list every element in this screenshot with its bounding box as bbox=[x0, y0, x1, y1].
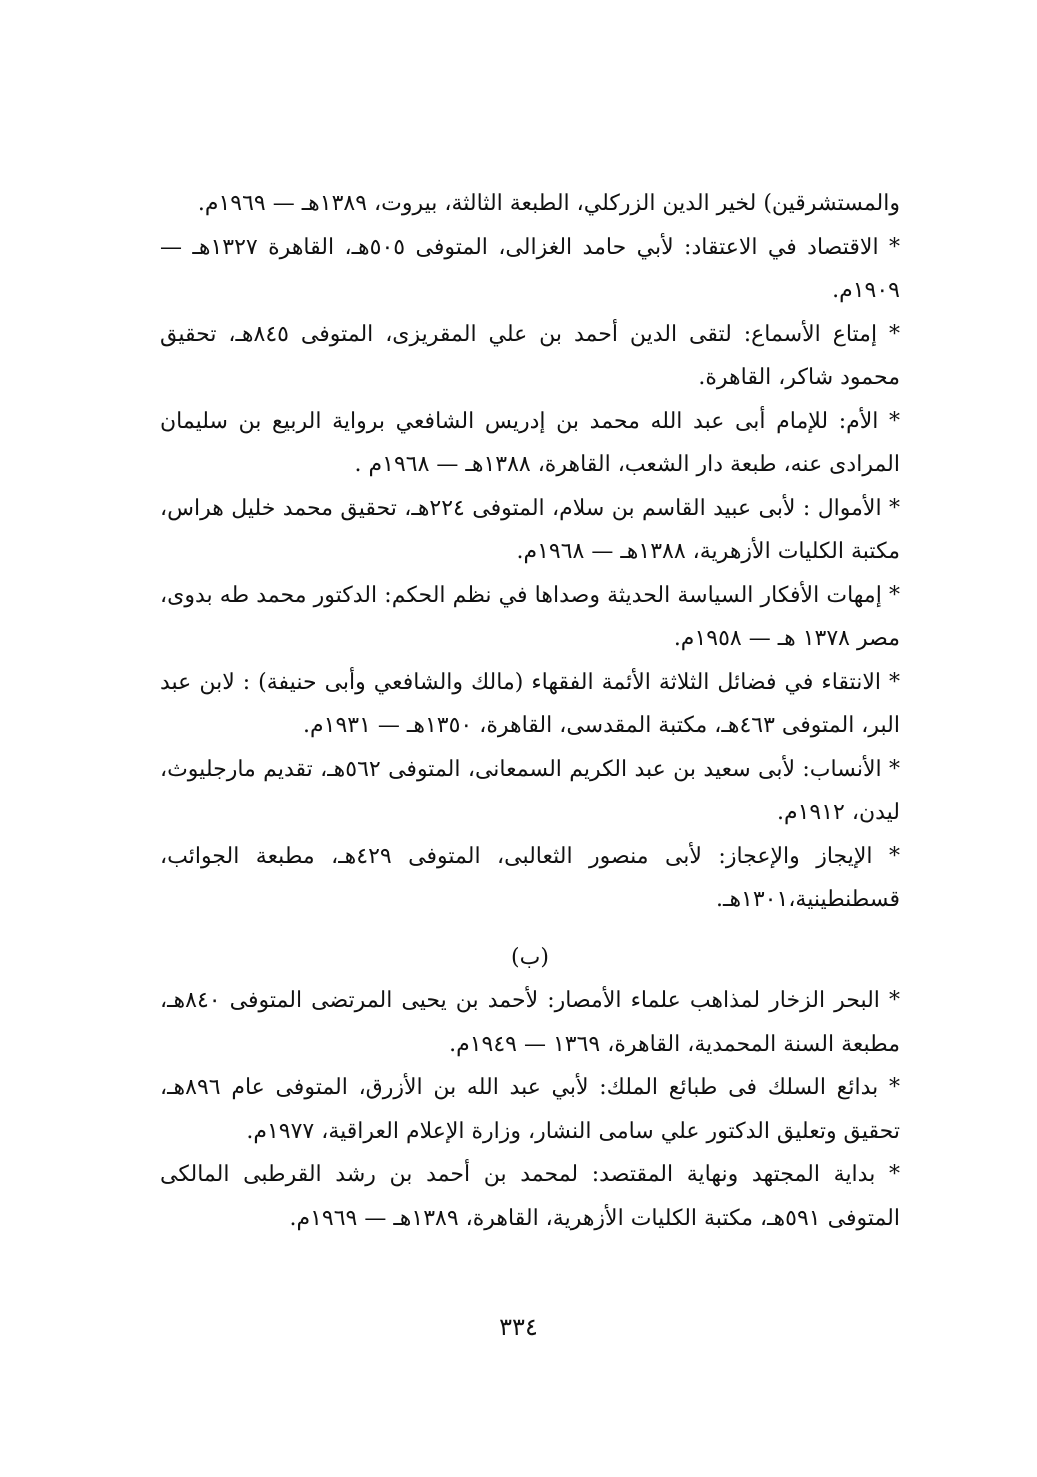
bibliography-entry: * بدائع السلك فى طبائع الملك: لأبي عبد الله بن الأزرق، المتوفى عام ٨٩٦هـ، تحقيق وتعليق الدكتور علي سامى النشار، وزارة الإعلام العراقية، ١٩٧٧م. bbox=[160, 1075, 900, 1144]
bibliography-entry: * الاقتصاد في الاعتقاد: لأبي حامد الغزالى، المتوفى ٥٠٥هـ، القاهرة ١٣٢٧هـ — ١٩٠٩م. bbox=[160, 234, 900, 303]
page-number: ٣٣٤ bbox=[499, 1313, 538, 1341]
bibliography-entry: * الأم: للإمام أبى عبد الله محمد بن إدريس الشافعي برواية الربيع بن سليمان المرادى عنه، طبعة دار الشعب، القاهرة، ١٣٨٨هـ — ١٩٦٨م . bbox=[160, 408, 900, 477]
bibliography-page bbox=[160, 182, 900, 1240]
bibliography-entry: * الانتقاء في فضائل الثلاثة الأئمة الفقهاء (مالك والشافعي وأبى حنيفة) : لابن عبد البر، المتوفى ٤٦٣هـ، مكتبة المقدسى، القاهرة، ١٣٥٠هـ — ١٩٣١م. bbox=[160, 669, 900, 738]
section-heading: (ب) bbox=[511, 944, 549, 970]
bibliography-entry: * الأموال : لأبى عبيد القاسم بن سلام، المتوفى ٢٢٤هـ، تحقيق محمد خليل هراس، مكتبة الكليات الأزهرية، ١٣٨٨هـ — ١٩٦٨م. bbox=[160, 495, 900, 564]
bibliography-entry: * بداية المجتهد ونهاية المقتصد: لمحمد بن أحمد بن رشد القرطبى المالكى المتوفى ٥٩١هـ، مكتبة الكليات الأزهرية، القاهرة، ١٣٨٩هـ — ١٩٦٩م. bbox=[160, 1162, 900, 1231]
bibliography-entry: * البحر الزخار لمذاهب علماء الأمصار: لأحمد بن يحيى المرتضى المتوفى ٨٤٠هـ، مطبعة السنة المحمدية، القاهرة، ١٣٦٩ — ١٩٤٩م. bbox=[160, 988, 900, 1057]
bibliography-entry: * الإيجاز والإعجاز: لأبى منصور الثعالبى، المتوفى ٤٢٩هـ، مطبعة الجوائب، قسطنطينية،١٣٠١هـ. bbox=[160, 843, 900, 912]
bibliography-entry: * إمهات الأفكار السياسة الحديثة وصداها في نظم الحكم: الدكتور محمد طه بدوى، مصر ١٣٧٨ هـ — ١٩٥٨م. bbox=[160, 582, 900, 651]
bibliography-entry: * الأنساب: لأبى سعيد بن عبد الكريم السمعانى، المتوفى ٥٦٢هـ، تقديم مارجليوث، ليدن، ١٩١٢م. bbox=[160, 756, 900, 825]
bibliography-entry: * إمتاع الأسماع: لتقى الدين أحمد بن علي المقريزى، المتوفى ٨٤٥هـ، تحقيق محمود شاكر، القاهرة. bbox=[160, 321, 900, 390]
bibliography-entry: والمستشرقين) لخير الدين الزركلي، الطبعة الثالثة، بيروت، ١٣٨٩هـ — ١٩٦٩م. bbox=[197, 191, 900, 216]
